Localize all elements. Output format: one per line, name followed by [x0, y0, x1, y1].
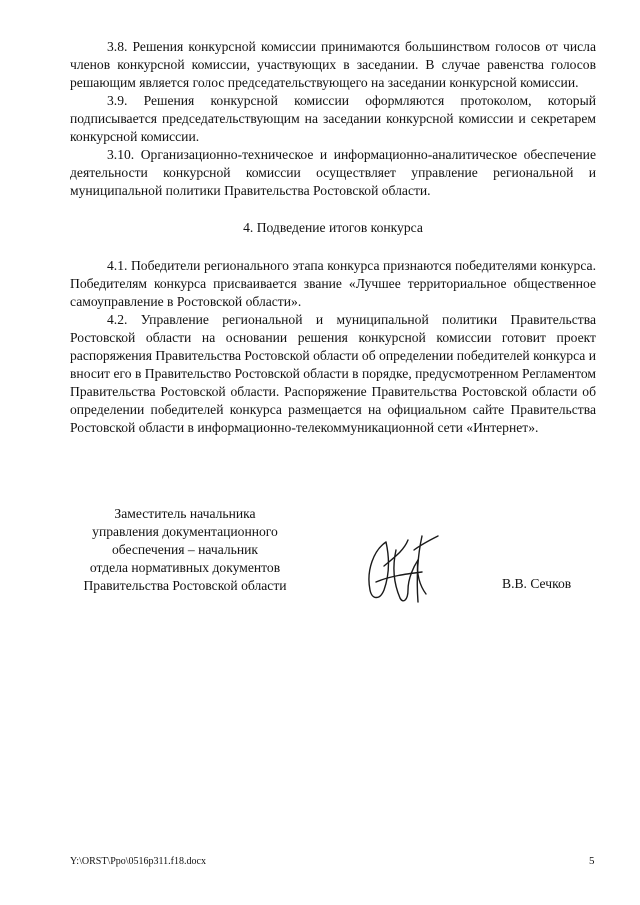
document-body [70, 38, 596, 437]
paragraph-4-1: 4.1. Победители регионального этапа конкурса признаются победителями конкурса. Победителям конкурса присваивается звание «Лучшее территориальное общественное самоуправление в Ростовской области». [70, 258, 596, 309]
signatory-title-line: Заместитель начальника [114, 506, 256, 521]
signatory-title-line: Правительства Ростовской области [83, 578, 287, 593]
signatory-title-line: отдела нормативных документов [89, 560, 281, 575]
signatory-name: В.В. Сечков [502, 576, 572, 591]
paragraph-4-2: 4.2. Управление региональной и муниципальной политики Правительства Ростовской области на основании решения конкурсной комиссии готовит проект распоряжения Правительства Ростовской области об определении победителей конкурса и вносит его в Правительство Ростовской области в порядке, предусмотренном Регламентом Правительства Ростовской области. Распоряжение Правительства Ростовской области об определении победителей конкурса размещается на официальном сайте Правительства Ростовской области в информационно-телекоммуникационной сети «Интернет». [70, 312, 596, 435]
paragraph-3-10: 3.10. Организационно-техническое и информационно-аналитическое обеспечение деятельности конкурсной комиссии осуществляет управление региональной и муниципальной политики Правительства Ростовской области. [70, 147, 596, 198]
section-4-heading: 4. Подведение итогов конкурса [243, 220, 423, 235]
signatory-title [60, 505, 310, 595]
paragraph-3-9: 3.9. Решения конкурсной комиссии оформляются протоколом, который подписывается председательствующим на заседании конкурсной комиссии и секретарем конкурсной комиссии. [70, 93, 596, 144]
footer-file-path: Y:\ORST\Ppo\0516p311.f18.docx [70, 856, 206, 867]
signatory-title-line: управления документационного [92, 524, 278, 539]
page-number: 5 [589, 855, 595, 867]
signatory-title-line: обеспечения – начальник [111, 542, 259, 557]
paragraph-3-8: 3.8. Решения конкурсной комиссии принимаются большинством голосов от числа членов конкурсной комиссии, участвующих в заседании. В случае равенства голосов решающим является голос председательствующего на заседании конкурсной комиссии. [70, 39, 596, 90]
handwritten-signature [356, 520, 446, 610]
